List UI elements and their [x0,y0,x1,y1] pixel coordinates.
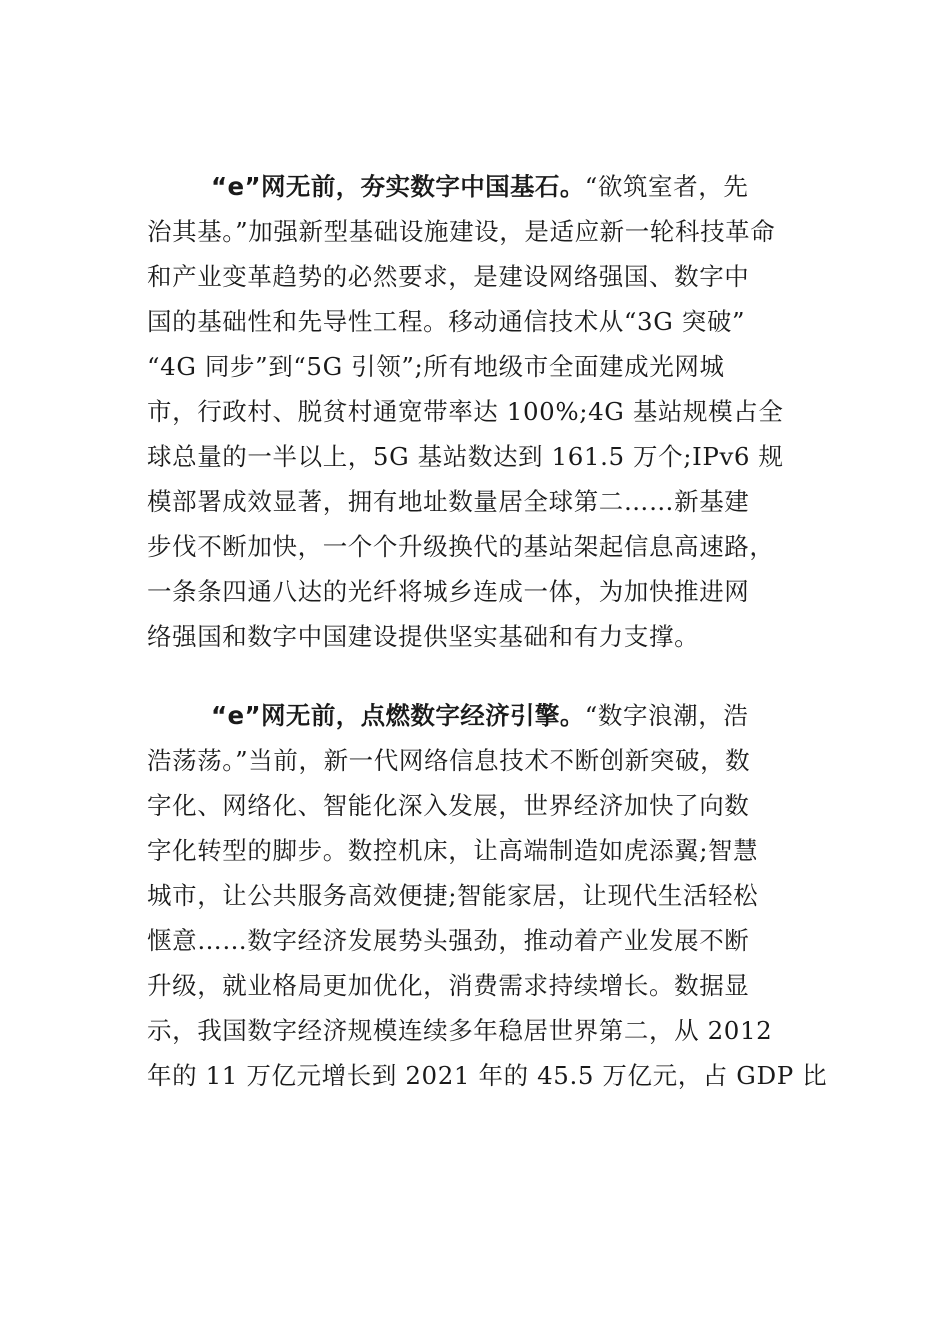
paragraph-line: 模部署成效显著，拥有地址数量居全球第二……新基建 [147,487,750,516]
paragraph-text: “数字浪潮，浩 [584,701,749,730]
paragraph-line: 示，我国数字经济规模连续多年稳居世界第二，从 2012 [147,1016,773,1045]
paragraph-first-line [147,693,827,738]
paragraph-line: 字化、网络化、智能化深入发展，世界经济加快了向数 [147,791,750,820]
paragraph-heading: “e”网无前，点燃数字经济引擎。 [211,701,585,730]
paragraph-line: 和产业变革趋势的必然要求，是建设网络强国、数字中 [147,262,750,291]
paragraph-text: “欲筑室者，先 [584,172,749,201]
paragraph-line: 国的基础性和先导性工程。移动通信技术从“3G 突破” [147,307,746,336]
paragraph-line: 市，行政村、脱贫村通宽带率达 100%;4G 基站规模占全 [147,397,784,426]
paragraph-line: 络强国和数字中国建设提供坚实基础和有力支撑。 [147,622,700,651]
paragraph-line: 城市，让公共服务高效便捷;智能家居，让现代生活轻松 [147,881,759,910]
paragraph-line: 球总量的一半以上，5G 基站数达到 161.5 万个;IPv6 规 [147,442,784,471]
paragraph-first-line [147,164,827,209]
paragraph-line: 字化转型的脚步。数控机床，让高端制造如虎添翼;智慧 [147,836,759,865]
paragraph-line: 浩荡荡。”当前，新一代网络信息技术不断创新突破，数 [147,746,751,775]
paragraph-digital-china-foundation [147,164,827,659]
paragraph-heading: “e”网无前，夯实数字中国基石。 [211,172,585,201]
paragraph-line: 步伐不断加快，一个个升级换代的基站架起信息高速路， [147,532,775,561]
paragraph-line: 升级，就业格局更加优化，消费需求持续增长。数据显 [147,971,750,1000]
paragraph-line: 治其基。”加强新型基础设施建设，是适应新一轮科技革命 [147,217,776,246]
paragraph-line: “4G 同步”到“5G 引领”;所有地级市全面建成光网城 [147,352,725,381]
paragraph-line: 年的 11 万亿元增长到 2021 年的 45.5 万亿元，占 GDP 比 [147,1061,828,1090]
paragraph-digital-economy-engine [147,693,827,1098]
paragraph-line: 一条条四通八达的光纤将城乡连成一体，为加快推进网 [147,577,750,606]
paragraph-line: 惬意……数字经济发展势头强劲，推动着产业发展不断 [147,926,750,955]
